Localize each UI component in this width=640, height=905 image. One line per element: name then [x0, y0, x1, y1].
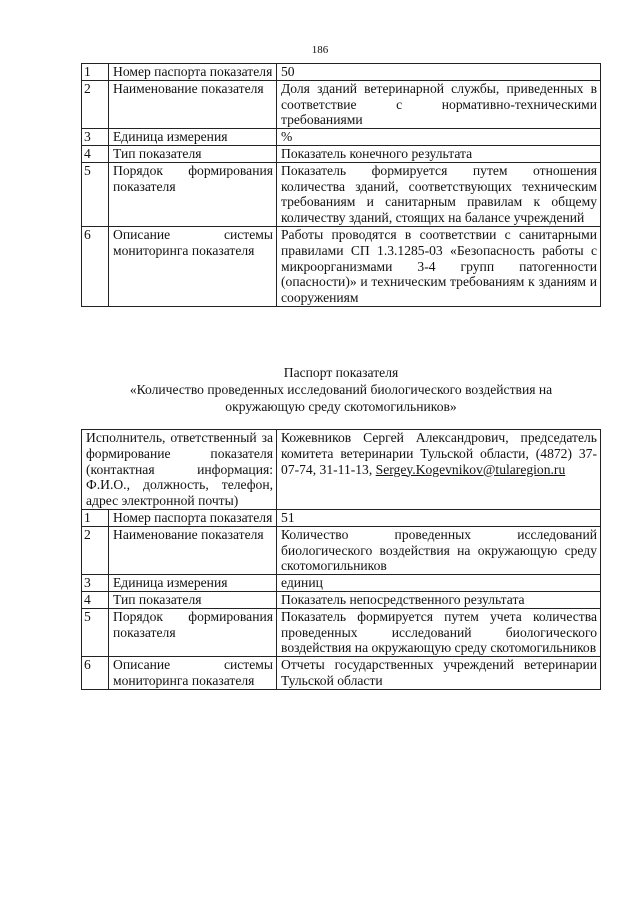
row-number: 6 [82, 226, 109, 306]
table-row [82, 129, 601, 146]
table-row [82, 657, 601, 690]
row-label: Порядок формирования показателя [109, 162, 277, 226]
row-number: 1 [82, 509, 109, 526]
row-value: Показатель формируется путем отношения количества зданий, соответствующих техническим требованиям и санитарным правилам к общему количеству зданий, стоящих на балансе учреждений [277, 162, 601, 226]
table-row [82, 509, 601, 526]
executor-email-link[interactable]: Sergey.Kogevnikov@tularegion.ru [375, 461, 566, 477]
row-number: 4 [82, 145, 109, 162]
row-number: 1 [82, 64, 109, 81]
row-label: Описание системы мониторинга показателя [109, 657, 277, 690]
row-label: Номер паспорта показателя [109, 509, 277, 526]
table-row [82, 591, 601, 608]
row-value: Показатель конечного результата [277, 145, 601, 162]
row-number: 2 [82, 80, 109, 128]
executor-contacts: Кожевников Сергей Александрович, председатель комитета ветеринарии Тульской области, (4872) 37-07-74, 31-11-13, [281, 430, 597, 477]
table-row [82, 575, 601, 592]
row-label: Единица измерения [109, 129, 277, 146]
heading-line-name-cont: окружающую среду скотомогильников» [225, 399, 457, 414]
page-number: 186 [311, 44, 329, 56]
executor-value [277, 430, 601, 510]
heading-line-title: Паспорт показателя [283, 365, 399, 380]
row-label: Наименование показателя [109, 526, 277, 574]
table-row [82, 162, 601, 226]
row-label: Порядок формирования показателя [109, 608, 277, 656]
table-row [82, 526, 601, 574]
row-value: Работы проводятся в соответствии с санитарными правилами СП 1.3.1285-03 «Безопасность работы с микроорганизмами 3-4 групп патогенности (опасности)» и техническим требованиям к зданиям и сооружениям [277, 226, 601, 306]
row-number: 6 [82, 657, 109, 690]
table-row [82, 145, 601, 162]
row-number: 5 [82, 608, 109, 656]
row-number: 2 [82, 526, 109, 574]
row-label: Описание системы мониторинга показателя [109, 226, 277, 306]
heading-line-name: «Количество проведенных исследований биологического воздействия на [129, 382, 553, 397]
row-number: 5 [82, 162, 109, 226]
table-row [82, 80, 601, 128]
row-number: 4 [82, 591, 109, 608]
row-value: Показатель формируется путем учета количества проведенных исследований биологического воздействия на окружающую среду скотомогильников [277, 608, 601, 656]
row-value: Отчеты государственных учреждений ветеринарии Тульской области [277, 657, 601, 690]
executor-row [82, 430, 601, 510]
row-number: 3 [82, 575, 109, 592]
row-label: Номер паспорта показателя [109, 64, 277, 81]
row-label: Тип показателя [109, 145, 277, 162]
executor-label: Исполнитель, ответственный за формирование показателя (контактная информация: Ф.И.О., должность, телефон, адрес электронной почты) [82, 430, 277, 510]
table-row [82, 64, 601, 81]
row-label: Наименование показателя [109, 80, 277, 128]
passport-heading [81, 364, 601, 415]
row-value: % [277, 129, 601, 146]
row-value: единиц [277, 575, 601, 592]
table-row [82, 226, 601, 306]
row-value: Показатель непосредственного результата [277, 591, 601, 608]
row-label: Единица измерения [109, 575, 277, 592]
row-label: Тип показателя [109, 591, 277, 608]
row-value: 50 [277, 64, 601, 81]
row-number: 3 [82, 129, 109, 146]
row-value: Доля зданий ветеринарной службы, приведенных в соответствие с нормативно-техническими требованиями [277, 80, 601, 128]
row-value: 51 [277, 509, 601, 526]
indicator-passport-table-51 [81, 429, 601, 690]
row-value: Количество проведенных исследований биологического воздействия на окружающую среду скотомогильников [277, 526, 601, 574]
table-row [82, 608, 601, 656]
indicator-passport-table-50 [81, 63, 601, 307]
